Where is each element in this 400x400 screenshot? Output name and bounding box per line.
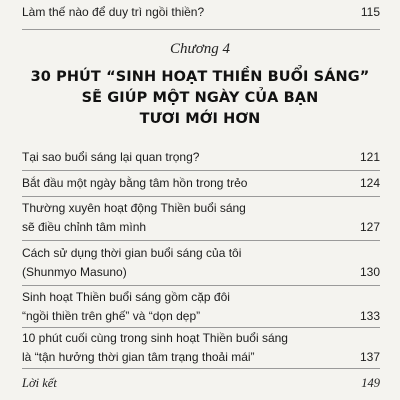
divider xyxy=(22,368,380,369)
toc-entry-line: là “tận hưởng thời gian tâm trạng thoải mái” xyxy=(22,350,255,364)
divider xyxy=(22,285,380,286)
toc-entry-line: Cách sử dụng thời gian buổi sáng của tôi xyxy=(22,246,242,260)
divider xyxy=(22,170,380,171)
divider xyxy=(22,196,380,197)
toc-entry-page: 133 xyxy=(359,309,380,323)
toc-entry xyxy=(22,244,380,282)
toc-entry xyxy=(22,288,380,326)
toc-entry-line: Thường xuyên hoạt động Thiền buổi sáng xyxy=(22,201,246,215)
chapter-title-line: TƯƠI MỚI HƠN xyxy=(139,111,261,127)
toc-entry-line: “ngồi thiền trên ghế” và “dọn dẹp” xyxy=(22,309,201,323)
divider xyxy=(22,327,380,328)
toc-entry-page: 127 xyxy=(359,220,380,234)
toc-entry-prev xyxy=(22,5,380,20)
toc-entry-page: 124 xyxy=(359,176,380,190)
toc-entry-line: 10 phút cuối cùng trong sinh hoạt Thiền buổi sáng xyxy=(22,331,288,345)
toc-entry xyxy=(22,329,380,367)
toc-entry xyxy=(22,176,380,191)
toc-entry xyxy=(22,199,380,237)
toc-entry-text: Lời kết xyxy=(22,376,57,390)
chapter-title xyxy=(0,67,400,130)
toc-entry-text: Tại sao buổi sáng lại quan trọng? xyxy=(22,150,200,164)
toc-entry-text: Bắt đầu một ngày bằng tâm hồn trong trẻo xyxy=(22,176,248,190)
toc-entry-line: (Shunmyo Masuno) xyxy=(22,265,127,279)
toc-entry-page: 130 xyxy=(359,265,380,279)
divider xyxy=(22,29,380,30)
toc-entry-text xyxy=(22,244,380,282)
toc-entry-page: 149 xyxy=(361,376,380,390)
toc-entry-line: sẽ điều chỉnh tâm mình xyxy=(22,220,147,234)
toc-entry xyxy=(22,150,380,165)
divider xyxy=(22,240,380,241)
toc-entry-text xyxy=(22,329,380,367)
toc-entry-page: 137 xyxy=(359,350,380,364)
chapter-title-line: 30 PHÚT “SINH HOẠT THIỀN BUỔI SÁNG” xyxy=(30,69,370,85)
toc-entry-line: Sinh hoạt Thiền buổi sáng gồm cặp đôi xyxy=(22,290,230,304)
toc-entry-text xyxy=(22,199,380,237)
chapter-title-line: SẼ GIÚP MỘT NGÀY CỦA BẠN xyxy=(81,90,319,106)
toc-entry-text: Làm thế nào để duy trì ngồi thiền? xyxy=(22,5,205,19)
toc-entry-ending xyxy=(22,376,380,391)
toc-entry-page: 115 xyxy=(360,5,380,19)
toc-entry-text xyxy=(22,288,380,326)
toc-entry-page: 121 xyxy=(359,150,380,164)
chapter-label: Chương 4 xyxy=(170,41,230,57)
